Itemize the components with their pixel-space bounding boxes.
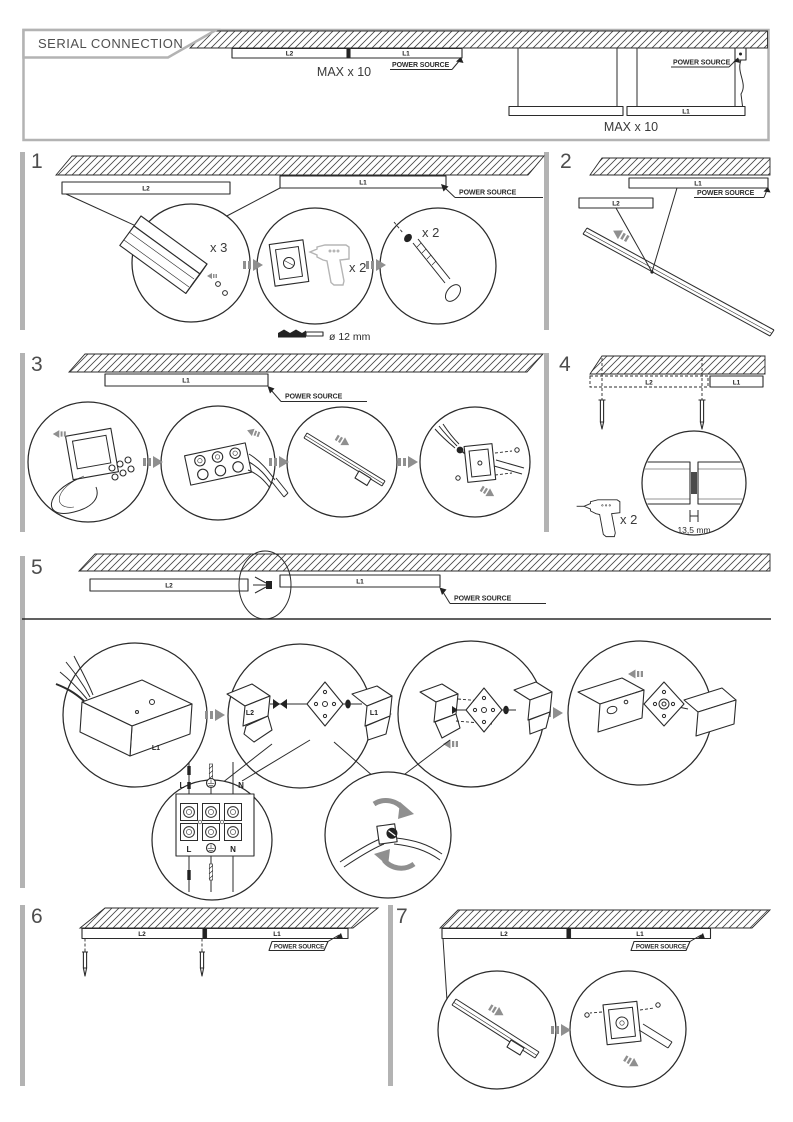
ground-symbol-top [207,779,216,788]
header-l1-label: L1 [402,50,410,58]
step4-gap-dimension: 13,5 mm [677,525,711,535]
step2-ceiling [590,158,770,175]
header-power-source-label-left: POWER SOURCE [392,62,450,69]
step7-number: 7 [396,905,408,928]
step2-power-source-label: POWER SOURCE [697,190,755,197]
step6-ceiling [80,908,378,928]
step1-profile-qty: x 3 [210,240,228,255]
step1-l2-label: L2 [142,185,150,193]
step1-ceiling [56,156,544,175]
step1-l1-label: L1 [359,179,367,187]
drill-icon [577,500,620,537]
step2-diagram [557,148,793,348]
step5-l2-label: L2 [165,582,173,590]
step1-power-source-label: POWER SOURCE [459,189,517,197]
step1-drill-bit-diameter: ø 12 mm [329,331,371,343]
terminal-neutral-label-top: N [238,781,244,790]
step5-power-source-label: POWER SOURCE [454,595,512,603]
step5-l1-label: L1 [356,578,364,586]
step6-power-source-label: POWER SOURCE [273,943,325,951]
page-title: SERIAL CONNECTION [38,36,184,51]
step5-circle1-l1-label: L1 [151,745,161,752]
ground-symbol-bottom [207,844,216,853]
step6-screws [82,952,205,976]
terminal-line-label-top: L [179,781,185,790]
header-overview-diagram [0,0,793,150]
header-max-label-right: MAX x 10 [603,120,659,134]
divider-step6-step7 [388,905,393,1086]
step2-number: 2 [560,150,572,173]
step5-circle2-l2-label: L2 [245,710,255,717]
step6-diagram [22,900,388,1100]
drill-bit-icon [278,330,306,338]
step7-diagram [400,900,793,1100]
step6-l1-label: L1 [273,931,281,938]
step2-profile-rail [583,228,774,336]
terminal-neutral-label-bottom: N [230,845,236,854]
step3-power-source-label: POWER SOURCE [285,393,343,401]
step5-ceiling [79,554,770,571]
step7-power-source-label: POWER SOURCE [635,943,687,951]
step4-drill-qty: x 2 [620,512,638,527]
step6-l2-label: L2 [138,931,146,938]
step4-diagram [557,350,793,550]
step3-l1-label: L1 [182,377,190,385]
step7-ceiling [440,910,770,928]
step4-l1-label: L1 [732,379,741,387]
header-l2-label: L2 [285,50,294,58]
step1-anchor-qty: x 2 [422,225,440,240]
step3-ceiling [69,354,543,372]
step4-screws [599,400,706,429]
step3-number: 3 [31,353,43,376]
step4-ceiling [590,356,765,374]
step3-diagram [22,350,545,550]
header-max-label-left: MAX x 10 [316,65,372,79]
step5-circle2-l1-label: L1 [369,710,379,717]
step5-joint-wires-icon [253,577,272,593]
step4-l2-label: L2 [645,379,653,387]
step6-number: 6 [31,905,43,928]
terminal-line-label-bottom: L [186,845,192,854]
header-power-source-label-right: POWER SOURCE [673,59,731,67]
step7-l1-label: L1 [636,931,644,938]
step2-l2-label: L2 [612,200,620,208]
step5-diagram [22,552,771,898]
step1-number: 1 [31,150,43,173]
step1-diagram [22,148,545,348]
step2-l1-label: L1 [694,180,702,188]
step1-drill-bit-spec [278,330,371,344]
header-ceiling [190,31,768,48]
step1-drill-qty: x 2 [349,260,367,275]
header-l1-label-suspended: L1 [682,108,690,116]
step7-l2-label: L2 [500,931,508,938]
step4-number: 4 [559,353,571,376]
step5-number: 5 [31,556,43,579]
